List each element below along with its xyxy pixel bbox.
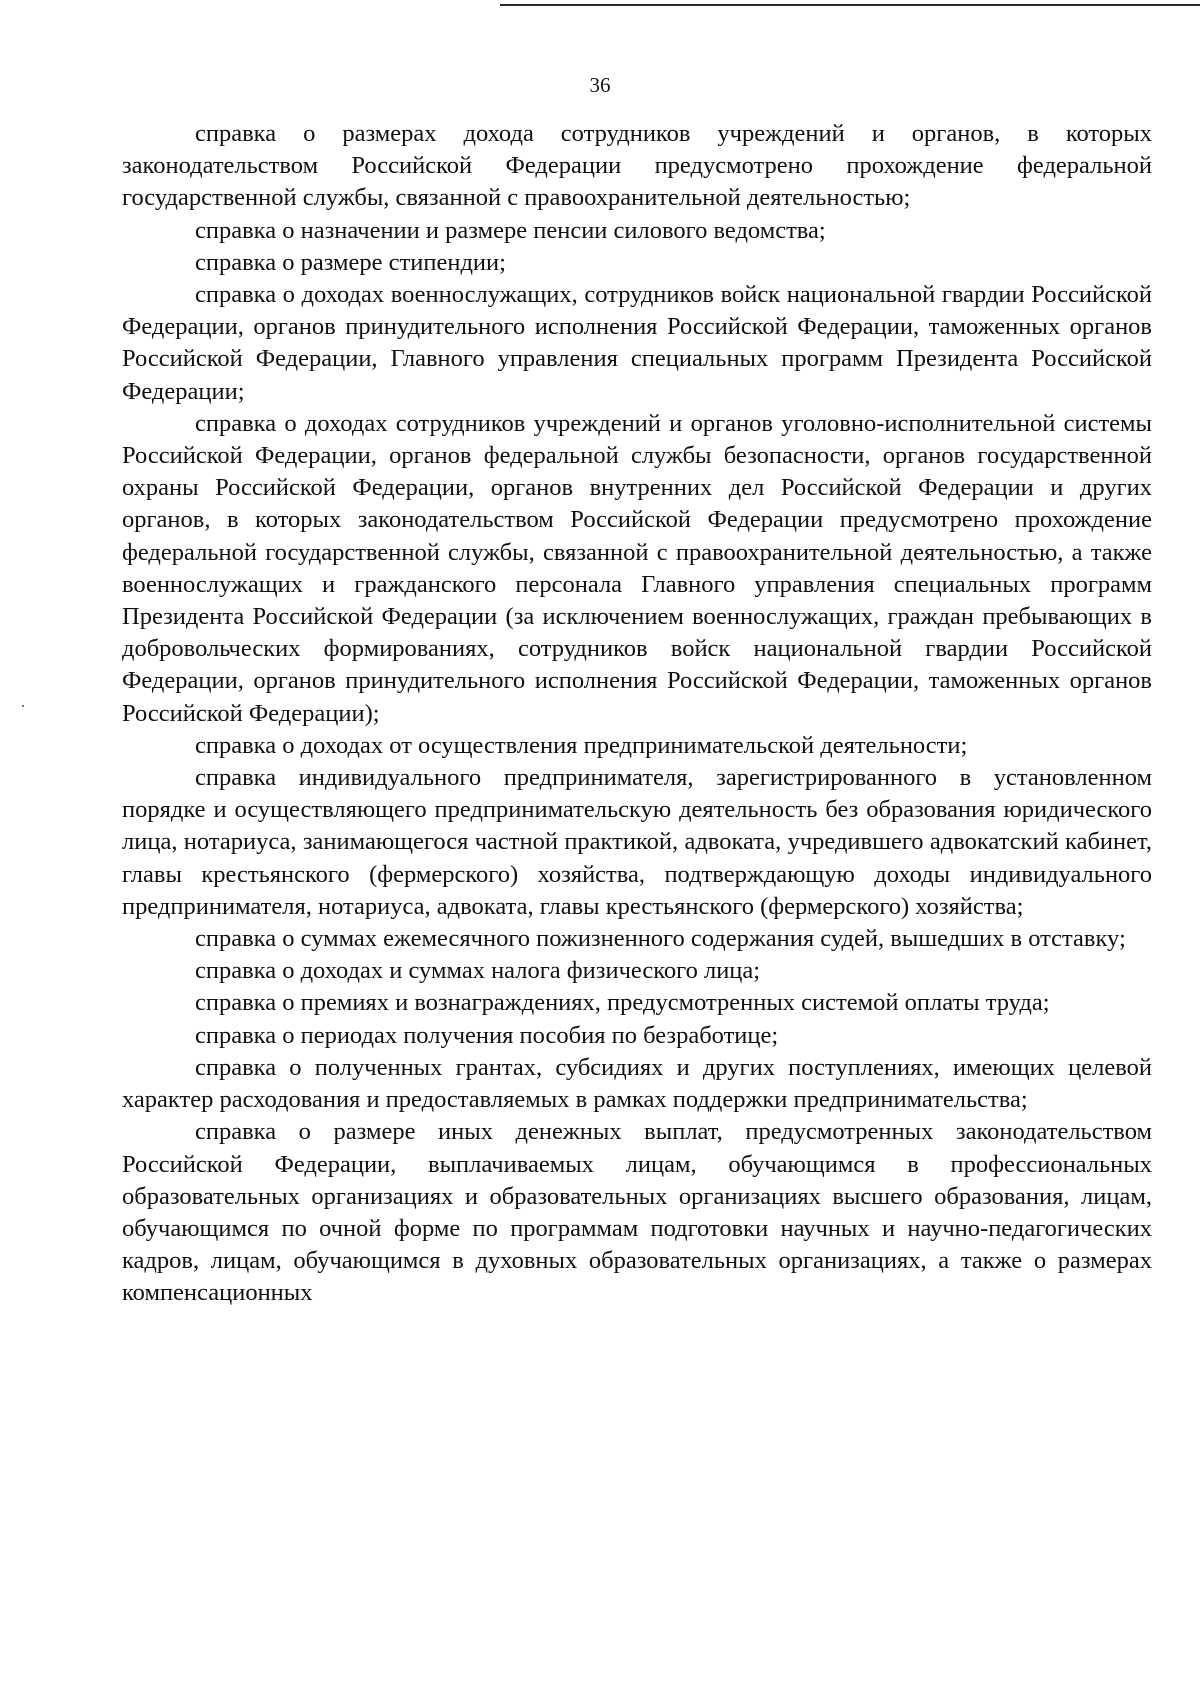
- top-edge-line: [500, 4, 1200, 6]
- paragraph: справка о размере стипендии;: [195, 248, 506, 276]
- paragraph: справка о периодах получения пособия по безработице;: [195, 1021, 779, 1049]
- document-body: [122, 118, 1152, 1310]
- scan-speck: [22, 705, 24, 707]
- paragraph: справка о доходах и суммах налога физического лица;: [195, 957, 761, 985]
- paragraph: справка индивидуального предпринимателя, зарегистрированного в установленном порядке и осуществляющего предпринимательскую деятельность без образования юридического лица, нотариуса, занимающегося частной практикой, адвоката, учредившего адвокатский кабинет, главы крестьянского (фермерского) хозяйства, подтверждающую доходы индивидуального предпринимателя, нотариуса, адвоката, главы крестьянского (фермерского) хозяйства;: [122, 764, 1152, 920]
- paragraph: справка о доходах сотрудников учреждений и органов уголовно-исполнительной системы Российской Федерации, органов федеральной службы безопасности, органов государственной охраны Российской Федерации, органов внутренних дел Российской Федерации и других органов, в которых законодательством Российской Федерации предусмотрено прохождение федеральной государственной службы, связанной с правоохранительной деятельностью, а также военнослужащих и гражданского персонала Главного управления специальных программ Президента Российской Федерации (за исключением военнослужащих, граждан пребывающих в добровольческих формированиях, сотрудников войск национальной гвардии Российской Федерации, органов принудительного исполнения Российской Федерации, таможенных органов Российской Федерации);: [122, 409, 1152, 727]
- paragraph: справка о полученных грантах, субсидиях и других поступлениях, имеющих целевой характер расходования и предоставляемых в рамках поддержки предпринимательства;: [122, 1053, 1152, 1114]
- paragraph-continued: справка о размере иных денежных выплат, предусмотренных законодательством Российской Федерации, выплачиваемых лицам, обучающимся в профессиональных образовательных организациях и образовательных организациях высшего образования, лицам, обучающимся по очной форме по программам подготовки научных и научно-педагогических кадров, лицам, обучающимся в духовных образовательных организациях, а также о размерах компенсационных: [122, 1118, 1152, 1307]
- paragraph: справка о доходах от осуществления предпринимательской деятельности;: [195, 731, 968, 759]
- paragraph: справка о премиях и вознаграждениях, предусмотренных системой оплаты труда;: [195, 989, 1050, 1017]
- paragraph: справка о размерах дохода сотрудников учреждений и органов, в которых законодательством Российской Федерации предусмотрено прохождение федеральной государственной службы, связанной с правоохранительной деятельностью;: [122, 120, 1152, 212]
- page-number: 36: [589, 73, 611, 97]
- paragraph: справка о доходах военнослужащих, сотрудников войск национальной гвардии Российской Федерации, органов принудительного исполнения Российской Федерации, таможенных органов Российской Федерации, Главного управления специальных программ Президента Российской Федерации;: [122, 281, 1152, 405]
- paragraph: справка о суммах ежемесячного пожизненного содержания судей, вышедших в отставку;: [195, 925, 1126, 953]
- paragraph: справка о назначении и размере пенсии силового ведомства;: [195, 216, 826, 244]
